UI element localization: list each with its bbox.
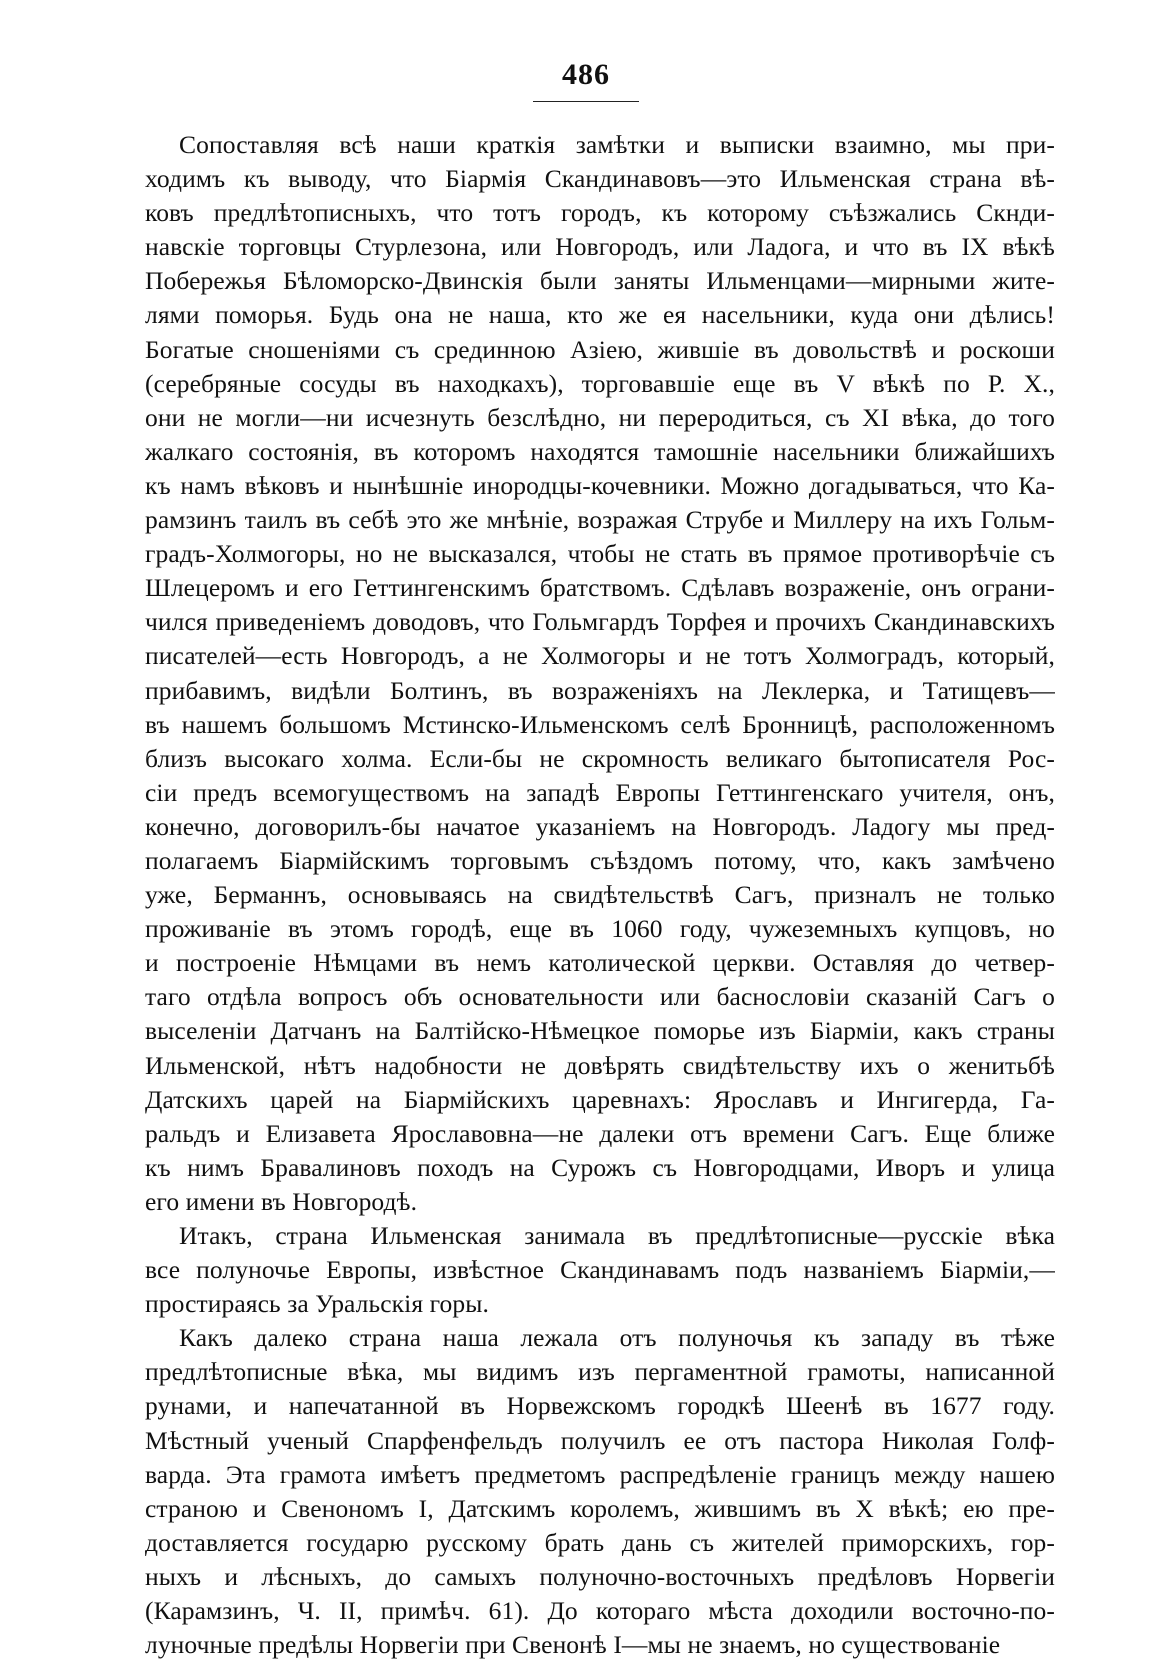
text-line: Итакъ, страна Ильменская занимала въ предлѣтописные—русскіе вѣка — [179, 1221, 1055, 1250]
paragraph — [145, 128, 1055, 1219]
text-line: (серебряные сосуды въ находкахъ), торговавшіе еще въ V вѣкѣ по Р. Х., — [145, 368, 1055, 398]
text-line: таго отдѣла вопросъ объ основательности или баснословіи сказаній Сагъ о — [145, 982, 1055, 1012]
text-line: простираясь за Уральскія горы. — [145, 1289, 489, 1319]
text-line: полагаемъ Біармійскимъ торговымъ съѣздомъ потому, что, какъ замѣчено — [145, 845, 1055, 875]
paragraph — [145, 1219, 1055, 1321]
paragraph — [145, 1321, 1055, 1662]
text-line: къ намъ вѣковъ и нынѣшніе инородцы-кочевники. Можно догадываться, что Ка- — [145, 470, 1055, 500]
text-line: сіи предъ всемогуществомъ на западѣ Европы Геттингенскаго учителя, онъ, — [145, 777, 1055, 807]
text-line: Мѣстный ученый Спарфенфельдъ получилъ ее отъ пастора Николая Голф- — [145, 1425, 1055, 1455]
text-line: выселеніи Датчанъ на Балтійско-Нѣмецкое поморье изъ Біарміи, какъ страны — [145, 1016, 1055, 1046]
text-line: Богатые сношеніями съ срединною Азіею, жившіе въ довольствѣ и роскоши — [145, 334, 1055, 364]
text-line: ковъ предлѣтописныхъ, что тотъ городъ, къ которому съѣзжались Скнди- — [145, 198, 1055, 228]
text-line: Ильменской, нѣтъ надобности не довѣрять свидѣтельству ихъ о женитьбѣ — [145, 1050, 1055, 1080]
text-line: въ нашемъ большомъ Мстинско-Ильменскомъ селѣ Бронницѣ, расположенномъ — [145, 709, 1055, 739]
text-line: рамзинъ таилъ въ себѣ это же мнѣніе, возражая Струбе и Миллеру на ихъ Гольм- — [145, 505, 1055, 535]
text-line: его имени въ Новгородѣ. — [145, 1186, 418, 1216]
text-line: Сопоставляя всѣ наши краткія замѣтки и выписки взаимно, мы при- — [179, 130, 1055, 159]
text-line: ральдъ и Елизавета Ярославовна—не далеки отъ времени Сагъ. Еще ближе — [145, 1118, 1055, 1148]
text-line: доставляется государю русскому брать дань съ жителей приморскихъ, гор- — [145, 1527, 1055, 1557]
text-line: они не могли—ни исчезнуть безслѣдно, ни переродиться, съ XI вѣка, до того — [145, 402, 1055, 432]
text-line: чился приведеніемъ доводовъ, что Гольмгардъ Торфея и прочихъ Скандинавскихъ — [145, 607, 1055, 637]
text-line: предлѣтописные вѣка, мы видимъ изъ пергаментной грамоты, написанной — [145, 1357, 1055, 1387]
text-line: (Карамзинъ, Ч. II, примѣч. 61). До котораго мѣста доходили восточно-по- — [145, 1596, 1055, 1626]
text-line: прибавимъ, видѣли Болтинъ, въ возраженіяхъ на Леклерка, и Татищевъ— — [145, 675, 1055, 705]
text-line: градъ-Холмогоры, но не высказался, чтобы не стать въ прямое противорѣчіе съ — [145, 539, 1055, 569]
text-line: варда. Эта грамота имѣетъ предметомъ распредѣленіе границъ между нашею — [145, 1459, 1055, 1489]
text-line: страною и Свенономъ I, Датскимъ королемъ, жившимъ въ X вѣкѣ; ею пре- — [145, 1493, 1055, 1523]
text-line: жалкаго состоянія, въ которомъ находятся тамошніе насельники ближайшихъ — [145, 436, 1055, 466]
text-line: рунами, и напечатанной въ Норвежскомъ городкѣ Шеенѣ въ 1677 году. — [145, 1391, 1055, 1421]
text-line: уже, Берманнъ, основываясь на свидѣтельствѣ Сагъ, призналъ не только — [145, 880, 1055, 910]
body-text — [145, 128, 1055, 1662]
text-line: Побережья Бѣломорско-Двинскія были заняты Ильменцами—мирными жите- — [145, 266, 1055, 296]
text-line: все полуночье Европы, извѣстное Скандинавамъ подъ названіемъ Біарміи,— — [145, 1255, 1055, 1285]
text-line: Датскихъ царей на Біармійскихъ царевнахъ: Ярославъ и Ингигерда, Га- — [145, 1084, 1055, 1114]
text-line: Какъ далеко страна наша лежала отъ полуночья къ западу въ тѣже — [179, 1323, 1055, 1353]
page-number: 486 — [562, 58, 610, 91]
text-line: писателей—есть Новгородъ, а не Холмогоры и не тотъ Холмоградъ, который, — [145, 641, 1055, 671]
text-line: луночные предѣлы Норвегіи при Свенонѣ I—мы не знаемъ, но существованіе — [145, 1630, 1001, 1660]
text-line: къ нимъ Бравалиновъ походъ на Сурожъ съ Новгородцами, Иворъ и улица — [145, 1152, 1055, 1182]
text-line: конечно, договорилъ-бы начатое указаніемъ на Новгородъ. Ладогу мы пред- — [145, 811, 1055, 841]
text-line: навскіе торговцы Стурлезона, или Новгородъ, или Ладога, и что въ IX вѣкѣ — [145, 232, 1055, 262]
text-line: Шлецеромъ и его Геттингенскимъ братствомъ. Сдѣлавъ возраженіе, онъ ограни- — [145, 573, 1055, 603]
text-line: ходимъ къ выводу, что Біармія Скандинавовъ—это Ильменская страна вѣ- — [145, 164, 1055, 194]
text-line: лями поморья. Будь она не наша, кто же ея насельники, куда они дѣлись! — [145, 300, 1055, 330]
text-line: ныхъ и лѣсныхъ, до самыхъ полуночно-восточныхъ предѣловъ Норвегіи — [145, 1561, 1055, 1591]
text-line: проживаніе въ этомъ городѣ, еще въ 1060 году, чужеземныхъ купцовъ, но — [145, 914, 1055, 944]
header-rule — [533, 101, 639, 102]
text-line: близъ высокаго холма. Если-бы не скромность великаго бытописателя Рос- — [145, 743, 1055, 773]
text-line: и построеніе Нѣмцами въ немъ католической церкви. Оставляя до четвер- — [145, 948, 1055, 978]
